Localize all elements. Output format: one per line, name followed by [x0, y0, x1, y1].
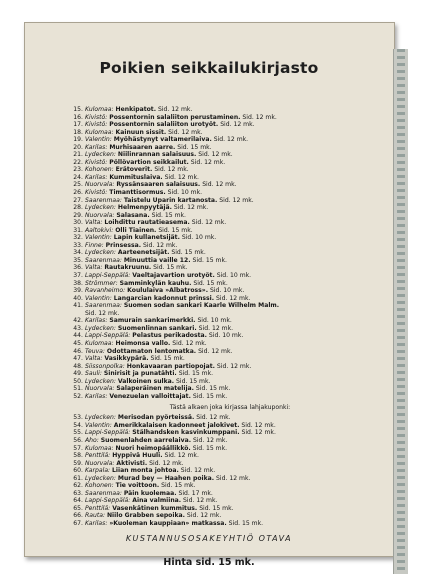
list-item: [71, 159, 389, 167]
list-item: [71, 325, 389, 333]
item-number: 36.: [73, 264, 83, 272]
item-price: Sid. 15 mk.: [192, 444, 228, 452]
item-number: 29.: [73, 211, 83, 219]
item-price: Sid. 10 mk.: [216, 272, 252, 280]
list-item: [71, 497, 389, 505]
item-author: Lappi-Seppälä:: [85, 497, 131, 505]
item-author: Kulomaa:: [85, 339, 114, 347]
item-title: Aktivisti.: [116, 459, 148, 467]
item-number: 64.: [73, 497, 83, 505]
item-price: Sid. 10 mk.: [197, 317, 232, 325]
item-price: Sid. 12 mk.: [164, 452, 199, 460]
item-number: 37.: [73, 272, 83, 280]
item-author: Karpala:: [85, 467, 111, 475]
item-author: Valta:: [85, 355, 103, 363]
item-title: Heimonsa vallo.: [115, 339, 171, 347]
item-number: 35.: [73, 256, 83, 264]
item-author: Aaltokivi:: [85, 226, 114, 234]
item-price: Sid. 12 mk.: [157, 106, 193, 113]
item-title: Niilinrannan salaisuus.: [117, 151, 197, 159]
item-number: 44.: [73, 332, 83, 340]
series-title: Poikien seikkailukirjasto: [99, 59, 319, 77]
book-list-part-b: [71, 414, 389, 527]
item-price: Sid. 12 mk.: [190, 158, 226, 166]
item-price: Sid. 12 mk.: [242, 113, 277, 121]
list-item: [71, 295, 389, 303]
item-number: 32.: [73, 234, 83, 242]
item-title: Vaeltajavartion urotyöt.: [132, 272, 215, 280]
item-number: 61.: [73, 474, 83, 482]
item-title: Aarteenetsijät.: [117, 249, 170, 257]
item-price: Sid. 10 mk.: [209, 287, 245, 295]
item-price: Sid. 15 mk.: [178, 370, 214, 378]
item-number: 63.: [73, 489, 83, 497]
item-title: Suomenlinnan sankari.: [117, 324, 197, 332]
list-item: [71, 452, 389, 460]
item-title: Lapin kullanetsijät.: [113, 234, 180, 242]
item-price: Sid. 12 mk.: [220, 121, 255, 129]
item-author: Saarenmaa:: [85, 302, 122, 310]
item-author: Kivistö:: [85, 121, 108, 129]
item-number: 45.: [73, 339, 83, 347]
item-number: 25.: [73, 181, 83, 189]
item-number: 50.: [73, 377, 83, 385]
item-number: 46.: [73, 347, 83, 355]
item-price: Sid. 12 mk.: [154, 166, 189, 174]
item-number: 27.: [73, 196, 83, 204]
list-item: [71, 363, 389, 371]
list-item: [71, 348, 389, 356]
item-author: Lydecken:: [85, 324, 116, 332]
item-number: 58.: [73, 452, 83, 460]
list-item: [71, 490, 389, 498]
item-price: Sid. 12 mk.: [191, 219, 227, 227]
item-author: Lappi-Seppälä:: [85, 332, 131, 340]
item-title: Honkavaaran partiopojat.: [126, 362, 215, 370]
item-number: 33.: [73, 241, 83, 249]
item-author: Sauli:: [85, 370, 102, 378]
item-price: Sid. 12 mk.: [85, 309, 120, 317]
item-price: Sid. 12 mk.: [216, 294, 251, 302]
item-price: Sid. 12 mk.: [180, 467, 216, 475]
list-item: [71, 106, 389, 114]
book-list-part-a: [71, 106, 389, 400]
book-list: [71, 106, 389, 528]
item-author: Penttilä:: [85, 504, 111, 512]
item-number: 56.: [73, 436, 83, 444]
item-price: Sid. 15 mk.: [192, 256, 227, 264]
item-author: Saarenmaa:: [85, 256, 122, 264]
item-author: Rauta:: [85, 512, 106, 520]
item-title: Niilo Grabben sepoika.: [106, 512, 185, 520]
item-number: 23.: [73, 166, 83, 174]
item-price: Sid. 12 mk.: [198, 347, 233, 355]
item-title: Langarcian kadonnut prinssi.: [113, 294, 215, 302]
list-item: [71, 310, 389, 318]
item-author: Strömmer:: [85, 279, 118, 287]
list-item: [71, 370, 389, 378]
spine-pattern: [397, 49, 405, 574]
item-author: Lydecken:: [85, 249, 116, 257]
list-item: [71, 280, 389, 288]
item-author: Saarenmaa:: [85, 196, 122, 204]
item-price: Sid. 12 mk.: [192, 436, 228, 444]
item-author: Karilas:: [85, 317, 108, 325]
item-number: 21.: [73, 151, 83, 159]
list-item: [71, 520, 389, 528]
list-item: [71, 287, 389, 295]
item-number: 54.: [73, 421, 83, 429]
list-item: [71, 422, 389, 430]
item-price: Sid. 12 mk.: [202, 181, 237, 189]
item-price: Sid. 12 mk.: [173, 204, 209, 212]
item-price: Sid. 12 mk.: [219, 196, 254, 204]
item-title: Helmenpyytäjä.: [117, 204, 172, 212]
item-number: 41.: [73, 302, 83, 310]
item-author: Karilas:: [85, 173, 108, 181]
list-item: [71, 317, 389, 325]
item-title: Olli Tiainen.: [115, 226, 157, 234]
item-title: Nuori heimopäällikkö.: [115, 444, 191, 452]
item-price: Sid. 10 mk.: [181, 234, 217, 242]
item-title: Rautakruunu.: [104, 264, 152, 272]
item-number: 49.: [73, 370, 83, 378]
item-price: Sid. 12 mk.: [241, 429, 276, 437]
item-title: Timanttisormus.: [109, 189, 166, 197]
item-number: 15.: [73, 106, 83, 113]
item-title: Ryssänsaaren salaisuus.: [116, 181, 201, 189]
item-number: 20.: [73, 143, 83, 151]
book-back-cover: [24, 22, 395, 568]
item-title: Salasana.: [116, 211, 150, 219]
list-item: [71, 242, 389, 250]
item-author: Ravanheimo:: [85, 287, 126, 295]
item-price: Sid. 12 mk.: [183, 497, 218, 505]
item-price: Sid. 10 mk.: [167, 189, 203, 197]
list-item: [71, 249, 389, 257]
item-price: Sid. 15 mk.: [192, 392, 228, 400]
item-author: Kulomaa:: [85, 106, 114, 113]
item-title: Liian monta johtoa.: [112, 467, 179, 475]
item-author: Karilas:: [85, 143, 108, 151]
item-title: Vasenkätinen kummitus.: [112, 504, 198, 512]
item-author: Karilas:: [85, 392, 108, 400]
item-author: Kohonen:: [85, 482, 114, 490]
item-price: Sid. 12 mk.: [198, 324, 234, 332]
list-item: [71, 136, 389, 144]
item-author: Valentin:: [85, 421, 112, 429]
item-number: 22.: [73, 158, 83, 166]
item-author: Lydecken:: [85, 204, 116, 212]
item-price: Sid. 15 mk.: [171, 249, 206, 257]
item-author: Finne:: [85, 241, 104, 249]
item-author: Valentin:: [85, 234, 112, 242]
item-number: 48.: [73, 362, 83, 370]
item-title: Sinirisit ja punatähti.: [103, 370, 177, 378]
item-title: Valkoinen sulka.: [117, 377, 175, 385]
item-number: 18.: [73, 128, 83, 136]
item-title: Murad bey — Haahen poika.: [117, 474, 215, 482]
item-author: Lydecken:: [85, 414, 116, 422]
item-number: 67.: [73, 519, 83, 527]
list-item: [71, 414, 389, 422]
coupon-note: Tästä alkaen joka kirjassa lahjakuponki:: [169, 404, 291, 412]
item-title: Koululaiva »Albatross».: [127, 287, 209, 295]
item-title: Merisodan pyörteissä.: [117, 414, 195, 422]
item-author: Valta:: [85, 264, 103, 272]
list-item: [71, 302, 389, 310]
list-item: [71, 272, 389, 280]
item-author: Kulomaa:: [85, 444, 114, 452]
publisher: KUSTANNUSOSAKEYHTIÖ OTAVA: [125, 534, 293, 543]
item-price: Sid. 15 mk.: [161, 482, 196, 490]
item-number: 52.: [73, 392, 83, 400]
item-title: Amerikkalaisen kadonneet jalokivet.: [113, 421, 240, 429]
list-item: [71, 166, 389, 174]
item-number: 55.: [73, 429, 83, 437]
item-price: Sid. 15 mk.: [228, 519, 264, 527]
list-item: [71, 460, 389, 468]
item-title: Kummituslaiva.: [109, 173, 163, 181]
item-title: Prinsessa.: [105, 241, 142, 249]
item-price: Sid. 15 mk.: [195, 385, 231, 393]
item-title: Loihdittu rautatieasema.: [104, 219, 190, 227]
item-number: 53.: [73, 414, 83, 422]
item-number: 66.: [73, 512, 83, 520]
item-price: Sid. 12 mk.: [172, 339, 207, 347]
list-item: [71, 378, 389, 386]
item-number: 51.: [73, 385, 83, 393]
item-price: Sid. 12 mk.: [241, 421, 276, 429]
item-number: 60.: [73, 467, 83, 475]
item-author: Kivistö:: [85, 189, 108, 197]
list-item: [71, 264, 389, 272]
item-number: 43.: [73, 324, 83, 332]
list-item: [71, 121, 389, 129]
item-price: Sid. 12 mk.: [149, 459, 184, 467]
item-author: Nuorvala:: [85, 459, 115, 467]
item-price: Sid. 10 mk.: [208, 332, 244, 340]
list-item: [71, 475, 389, 483]
item-price: Sid. 12 mk.: [142, 241, 178, 249]
item-author: Valentin:: [85, 136, 112, 144]
item-number: 38.: [73, 279, 83, 287]
item-number: 16.: [73, 113, 83, 121]
item-title: Odottamaton lentomatka.: [106, 347, 197, 355]
item-price: Sid. 15 mk.: [158, 226, 193, 234]
list-item: [71, 340, 389, 348]
list-item: [71, 445, 389, 453]
item-title: Pöllövartion seikkailut.: [109, 158, 189, 166]
item-number: 42.: [73, 317, 83, 325]
item-price: Sid. 12 mk.: [216, 474, 251, 482]
item-author: Lydecken:: [85, 377, 116, 385]
item-number: 40.: [73, 294, 83, 302]
item-price: Sid. 12 mk.: [198, 151, 233, 159]
item-title: Samurain sankarimerkki.: [109, 317, 196, 325]
list-item: [71, 114, 389, 122]
item-author: Aho:: [85, 436, 99, 444]
item-author: Nuorvala:: [85, 211, 115, 219]
item-title: Suomenlahden aarrelaiva.: [100, 436, 192, 444]
list-item: [71, 204, 389, 212]
item-author: Lydecken:: [85, 474, 116, 482]
item-title: Henkipatot.: [115, 106, 157, 113]
item-title: Kainuun sissit.: [115, 128, 167, 136]
list-item: [71, 385, 389, 393]
item-author: Nuorvala:: [85, 385, 115, 393]
list-item: [71, 482, 389, 490]
item-author: Lappi-Seppälä:: [85, 272, 131, 280]
item-author: Kivistö:: [85, 158, 108, 166]
item-price: Sid. 12 mk.: [164, 173, 199, 181]
book-spine: [393, 49, 408, 574]
item-title: Venezuelan valloittajat.: [109, 392, 191, 400]
item-number: 65.: [73, 504, 83, 512]
item-price: Sid. 15 mk.: [150, 355, 185, 363]
item-title: Tie voittoon.: [115, 482, 160, 490]
item-number: 26.: [73, 189, 83, 197]
item-title: Hyppivä Huuli.: [112, 452, 163, 460]
item-number: 59.: [73, 459, 83, 467]
item-author: Siissonpolka:: [85, 362, 125, 370]
item-author: Lappi-Seppälä:: [85, 429, 131, 437]
item-number: 17.: [73, 121, 83, 129]
item-number: 47.: [73, 355, 83, 363]
item-number: 57.: [73, 444, 83, 452]
item-number: 30.: [73, 219, 83, 227]
list-item: [71, 197, 389, 205]
item-title: Murhisaaren aarre.: [109, 143, 176, 151]
item-author: Valentin:: [85, 294, 112, 302]
item-author: Penttilä:: [85, 452, 111, 460]
item-author: Kohonen:: [85, 166, 114, 174]
item-number: 19.: [73, 136, 83, 144]
item-author: Valta:: [85, 219, 103, 227]
item-title: Possentornin salaliiton urotyöt.: [109, 121, 219, 129]
item-author: Karilas:: [85, 519, 108, 527]
item-price: Sid. 12 mk.: [168, 128, 203, 136]
item-author: Saarenmaa:: [85, 489, 122, 497]
item-author: Nuorvala:: [85, 181, 115, 189]
item-title: Pelastus perikadosta.: [132, 332, 207, 340]
item-title: Samminkylän kauhu.: [119, 279, 192, 287]
list-item: [71, 393, 389, 401]
item-number: 24.: [73, 173, 83, 181]
item-author: Lydecken:: [85, 151, 116, 159]
item-price: Sid. 12 mk.: [213, 136, 249, 144]
item-price: Sid. 15 mk.: [151, 211, 186, 219]
item-title: »Kuoleman kauppiaan» matkassa.: [109, 519, 227, 527]
item-price: Sid. 15 mk.: [176, 377, 211, 385]
item-price: Sid. 17 mk.: [178, 489, 213, 497]
list-item: [71, 144, 389, 152]
list-item: [71, 429, 389, 437]
item-number: 62.: [73, 482, 83, 490]
item-price: Sid. 15 mk.: [153, 264, 188, 272]
item-price: Sid. 15 mk.: [199, 504, 234, 512]
item-number: 31.: [73, 226, 83, 234]
price-line: Hinta sid. 15 mk.: [163, 557, 255, 568]
item-number: 28.: [73, 204, 83, 212]
item-title: Possentornin salaliiton perustaminen.: [109, 113, 241, 121]
item-title: Päin kuolemaa.: [123, 489, 177, 497]
item-price: Sid. 15 mk.: [177, 143, 212, 151]
item-price: Sid. 15 mk.: [193, 279, 228, 287]
item-title: Minuuttia vaille 12.: [123, 256, 191, 264]
list-item: [71, 219, 389, 227]
item-title: Aina valmiina.: [132, 497, 182, 505]
item-title: Salaperäinen matelija.: [116, 385, 194, 393]
item-author: Teuva:: [85, 347, 105, 355]
item-number: 39.: [73, 287, 83, 295]
list-item: [71, 234, 389, 242]
item-number: 34.: [73, 249, 83, 257]
item-price: Sid. 12 mk.: [186, 512, 222, 520]
list-item: [71, 355, 389, 363]
list-item: [71, 467, 389, 475]
item-title: Suomen sodan sankari Kaarle Wilhelm Malm.: [123, 302, 280, 310]
item-price: Sid. 12 mk.: [216, 362, 252, 370]
item-title: Myöhästynyt valtamerilaiva.: [113, 136, 212, 144]
item-title: Stälhandsken kasvinkumppani.: [132, 429, 240, 437]
list-item: [71, 437, 389, 445]
list-item: [71, 189, 389, 197]
item-author: Kivistö:: [85, 113, 108, 121]
list-item: [71, 151, 389, 159]
list-item: [71, 174, 389, 182]
item-author: Kulomaa:: [85, 128, 114, 136]
list-item: [71, 512, 389, 520]
list-item: [71, 181, 389, 189]
item-price: Sid. 12 mk.: [196, 414, 231, 422]
item-title: Erätoverit.: [115, 166, 153, 174]
item-title: Vasikkypärä.: [104, 355, 149, 363]
list-item: [71, 332, 389, 340]
item-title: Taistelu Uparin kartanosta.: [123, 196, 218, 204]
